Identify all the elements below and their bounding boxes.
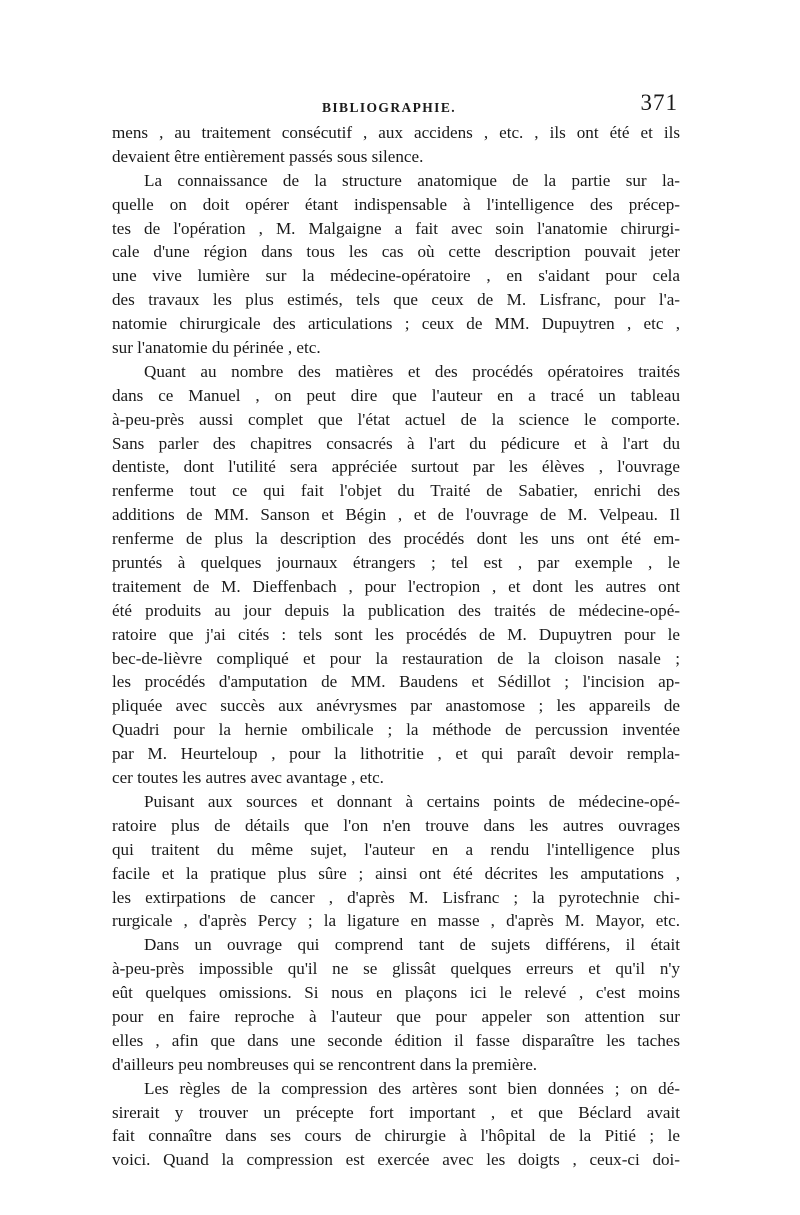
text-line: La connaissance de la structure anatomique de la partie sur la- — [144, 170, 680, 190]
text-line: voici. Quand la compression est exercée avec les doigts , ceux-ci doi- — [112, 1150, 680, 1170]
text-line: Puisant aux sources et donnant à certains points de médecine-opé- — [144, 791, 680, 811]
text-line: d'ailleurs peu nombreuses qui se rencontrent dans la première. — [112, 1054, 538, 1074]
text-line: été produits au jour depuis la publication des traités de médecine-opé- — [112, 600, 680, 620]
text-line: des travaux les plus estimés, tels que ceux de M. Lisfranc, pour l'a- — [112, 290, 680, 310]
text-line: Quant au nombre des matières et des procédés opératoires traités — [144, 361, 680, 381]
text-line: les extirpations de cancer , d'après M. Lisfranc ; la pyrotechnie chi- — [112, 887, 680, 907]
text-line: traitement de M. Dieffenbach , pour l'ectropion , et dont les autres ont — [112, 576, 680, 596]
text-line: renferme tout ce qui fait l'objet du Traité de Sabatier, enrichi des — [112, 481, 680, 501]
text-line: par M. Heurteloup , pour la lithotritie , et qui paraît devoir rempla- — [112, 744, 680, 764]
text-line: quelle on doit opérer étant indispensable à l'intelligence des précep- — [112, 194, 680, 214]
text-line: pruntés à quelques journaux étrangers ; tel est , par exemple , le — [112, 553, 680, 573]
text-line: à-peu-près impossible qu'il ne se glissât quelques erreurs et qu'il n'y — [112, 959, 680, 979]
text-line: cale d'une région dans tous les cas où cette description pouvait jeter — [112, 242, 680, 262]
text-line: pour en faire reproche à l'auteur que pour appeler son attention sur — [112, 1006, 680, 1026]
text-line: dans ce Manuel , on peut dire que l'auteur en a tracé un tableau — [112, 385, 680, 405]
page-number: 371 — [640, 90, 678, 115]
text-line: ratoire plus de détails que l'on n'en trouve dans les autres ouvrages — [112, 815, 680, 835]
text-line: facile et la pratique plus sûre ; ainsi ont été décrites les amputations , — [112, 863, 680, 883]
text-line: additions de MM. Sanson et Bégin , et de l'ouvrage de M. Velpeau. Il — [112, 505, 680, 525]
text-line: eût quelques omissions. Si nous en plaçons ici le relevé , c'est moins — [112, 983, 680, 1003]
text-line: à-peu-près aussi complet que l'état actuel de la science le comporte. — [112, 409, 680, 429]
text-line: qui traitent du même sujet, l'auteur en a rendu l'intelligence plus — [112, 839, 680, 859]
text-line: Dans un ouvrage qui comprend tant de sujets différens, il était — [144, 935, 680, 955]
text-line: natomie chirurgicale des articulations ; ceux de MM. Dupuytren , etc , — [112, 314, 680, 334]
text-line: une vive lumière sur la médecine-opératoire , en s'aidant pour cela — [112, 266, 680, 286]
running-head — [112, 90, 678, 122]
text-line: rurgicale , d'après Percy ; la ligature en masse , d'après M. Mayor, etc. — [112, 911, 680, 931]
body-text — [112, 121, 680, 1172]
text-line: elles , afin que dans une seconde édition il fasse disparaître les taches — [112, 1030, 680, 1050]
text-line: renferme de plus la description des procédés dont les uns ont été em- — [112, 529, 680, 549]
text-line: sirerait y trouver un précepte fort important , et que Béclard avait — [112, 1102, 680, 1122]
text-line: fait connaître dans ses cours de chirurgie à l'hôpital de la Pitié ; le — [112, 1126, 680, 1146]
text-line: Sans parler des chapitres consacrés à l'art du pédicure et à l'art du — [112, 433, 680, 453]
text-line: Les règles de la compression des artères sont bien données ; on dé- — [144, 1078, 680, 1098]
text-line: les procédés d'amputation de MM. Baudens et Sédillot ; l'incision ap- — [112, 672, 680, 692]
text-line: pliquée avec succès aux anévrysmes par anastomose ; les appareils de — [112, 696, 680, 716]
text-line: bec-de-lièvre compliqué et pour la restauration de la cloison nasale ; — [112, 648, 680, 668]
text-line: dentiste, dont l'utilité sera appréciée surtout par les élèves , l'ouvrage — [112, 457, 680, 477]
text-line: Quadri pour la hernie ombilicale ; la méthode de percussion inventée — [112, 720, 680, 740]
text-line: mens , au traitement consécutif , aux accidens , etc. , ils ont été et ils — [112, 123, 680, 142]
section-title: BIBLIOGRAPHIE. — [322, 100, 457, 115]
text-line: devaient être entièrement passés sous silence. — [112, 146, 424, 166]
text-line: ratoire que j'ai cités : tels sont les procédés de M. Dupuytren pour le — [112, 624, 680, 644]
text-line: tes de l'opération , M. Malgaigne a fait avec soin l'anatomie chirurgi- — [112, 218, 680, 238]
text-line: cer toutes les autres avec avantage , etc. — [112, 768, 384, 788]
text-line: sur l'anatomie du périnée , etc. — [112, 338, 321, 358]
